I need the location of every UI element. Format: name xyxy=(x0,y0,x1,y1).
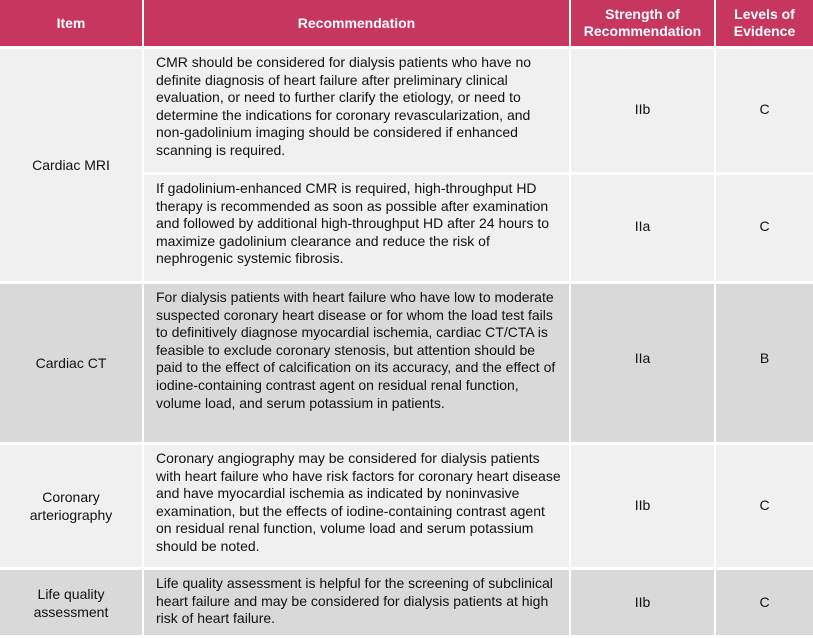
header-strength xyxy=(570,0,715,48)
recommendation-text: Life quality assessment is helpful for the screening of subclinical heart failure and may be considered for dialysis patients at high risk of heart failure. xyxy=(143,569,570,637)
table-row xyxy=(0,569,813,637)
row-item-life-quality-assessment: Life quality assessment xyxy=(0,569,143,637)
strength-value: IIb xyxy=(634,497,651,513)
evidence-cell xyxy=(715,48,813,174)
strength-cell xyxy=(570,569,715,637)
recommendation-text: If gadolinium-enhanced CMR is required, high-throughput HD therapy is recommended as soon as possible after examination and followed by additional high-throughput HD after 24 hours to maximize gadolinium clearance and reduce the risk of nephrogenic systemic fibrosis. xyxy=(143,174,570,283)
header-item: Item xyxy=(0,0,143,48)
recommendation-text: CMR should be considered for dialysis patients who have no definite diagnosis of heart failure after preliminary clinical evaluation, or need to further clarify the etiology, or need to determine the indications for coronary revascularization, and non-gadolinium imaging should be considered if enhanced scanning is required. xyxy=(143,48,570,174)
strength-cell xyxy=(570,444,715,569)
strength-value: IIa xyxy=(634,218,651,234)
row-item-cardiac-ct: Cardiac CT xyxy=(0,283,143,444)
header-recommendation: Recommendation xyxy=(143,0,570,48)
row-item-cardiac-mri: Cardiac MRI xyxy=(0,48,143,283)
strength-value: IIb xyxy=(634,594,651,610)
recommendation-text: Coronary angiography may be considered for dialysis patients with heart failure who have risk factors for coronary heart disease and have myocardial ischemia as indicated by noninvasive examination, but the effects of iodine-containing contrast agent on residual renal function, volume load and serum potassium should be noted. xyxy=(143,444,570,569)
evidence-cell xyxy=(715,174,813,283)
strength-cell xyxy=(570,174,715,283)
row-item-coronary-arteriography: Coronary arteriography xyxy=(0,444,143,569)
header-strength-label: Strength of Recommendation xyxy=(583,6,702,39)
evidence-value: C xyxy=(759,594,770,610)
table-row xyxy=(0,283,813,444)
table-row xyxy=(0,444,813,569)
strength-cell xyxy=(570,283,715,444)
evidence-cell xyxy=(715,569,813,637)
header-row xyxy=(0,0,813,48)
evidence-value: C xyxy=(759,497,770,513)
header-evidence xyxy=(715,0,813,48)
strength-value: IIb xyxy=(634,101,651,117)
evidence-value: C xyxy=(759,101,770,117)
table-row xyxy=(0,48,813,174)
evidence-cell xyxy=(715,283,813,444)
strength-cell xyxy=(570,48,715,174)
strength-value: IIa xyxy=(634,350,651,366)
evidence-cell xyxy=(715,444,813,569)
header-evidence-label: Levels of Evidence xyxy=(733,6,796,39)
recommendation-text: For dialysis patients with heart failure who have low to moderate suspected coronary heart disease or for whom the load test fails to definitively diagnose myocardial ischemia, cardiac CT/CTA is feasible to exclude coronary stenosis, but attention should be paid to the effect of calcification on its accuracy, and the effect of iodine-containing contrast agent on residual renal function, volume load, and serum potassium in patients. xyxy=(143,283,570,444)
evidence-value: B xyxy=(759,350,770,366)
evidence-value: C xyxy=(759,218,770,234)
